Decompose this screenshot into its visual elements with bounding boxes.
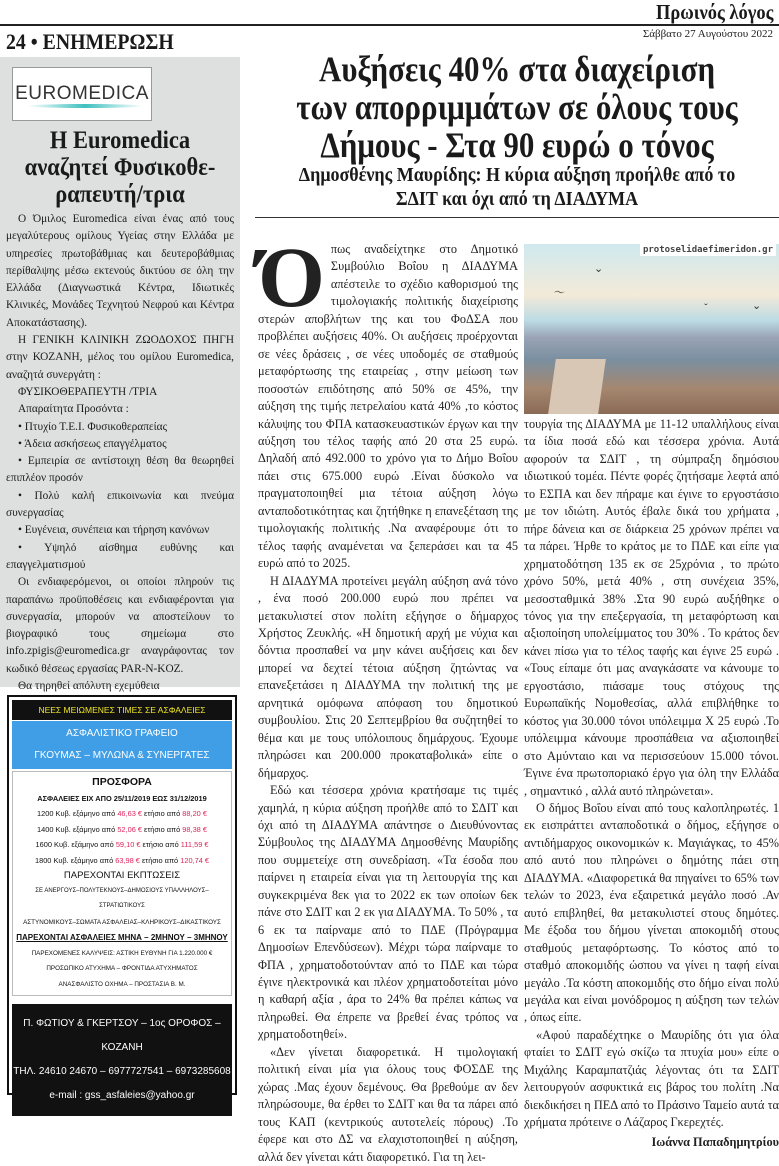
- bullet-item: • Πτυχίο Τ.Ε.Ι. Φυσικοθεραπείας: [18, 420, 168, 433]
- ad-offer-box: [12, 771, 232, 996]
- top-rule: [0, 24, 779, 26]
- insurance-ad: [7, 695, 237, 1101]
- price-row: [13, 822, 231, 838]
- euromedica-job-ad: [0, 57, 240, 693]
- price-half: 59,10 €: [115, 840, 141, 849]
- ad-period: ΑΣΦΑΛΕΙΕΣ ΕΙΧ ΑΠΟ 25/11/2019 ΕΩΣ 31/12/2019: [37, 793, 207, 803]
- price-label: ετήσιο από: [141, 855, 179, 865]
- ad-email: e-mail : gss_asfaleies@yahoo.gr: [49, 1090, 195, 1101]
- photo-watermark: protoselidaefimeridon.gr: [640, 244, 776, 256]
- divider: [255, 217, 779, 218]
- price-label: ετήσιο από: [144, 809, 181, 818]
- ad-office: ΑΣΦΑΛΙΣΤΙΚΟ ΓΡΑΦΕΙΟ: [66, 728, 178, 739]
- paragraph: Απαραίτητα Προσόντα :: [18, 403, 129, 416]
- newspaper-name: Πρωινός λόγος: [655, 0, 773, 24]
- ad-groups: ΣΕ ΑΝΕΡΓΟΥΣ–ΠΟΛΥΤΕΚΝΟΥΣ–ΔΗΜΟΣΙΟΥΣ ΥΠΑΛΛΗΛΟΥΣ–ΣΤΡΑΤΙΩΤΙΚΟΥΣ: [35, 887, 209, 909]
- paragraph: «Δεν γίνεται διαφορετικά. Η τιμολογιακή πολιτική είναι μία για όλους τους ΦΟΣΔΕ της χώρας .Μας έχουν δεμένους. Θα βρεθούμε αν δεν πληρώσουμε, θα έρθει το ΣΔΙΤ και θα τα πάρει από τους ΚΑΠ (κεντρικούς αυτοτελείς πόρους) .Το έφερε και στο ΔΣ να ελαχιστοποιηθεί η αύξηση, αλλά δεν γίνεται κάτι διαφορετικό. Για τη λει-: [258, 1044, 518, 1164]
- price-year: 111,59 €: [180, 840, 209, 849]
- ad-terms: ΠΑΡΕΧΟΝΤΑΙ ΑΣΦΑΛΕΙΕΣ ΜΗΝΑ – 2ΜΗΝΟΥ – 3ΜΗΝΟΥ: [16, 933, 228, 942]
- issue-date: Σάββατο 27 Αυγούστου 2022: [642, 28, 773, 40]
- bullet-item: • Ευγένεια, συνέπεια και τήρηση κανόνων: [18, 524, 210, 537]
- ad-offer: ΠΡΟΣΦΟΡΑ: [92, 776, 152, 788]
- sidebar-title: Η Euromedica αναζητεί Φυσικοθε-ραπευτή/τρια: [24, 127, 216, 208]
- paragraph: Η ΔΙΑΔΥΜΑ προτείνει μεγάλη αύξηση ανά τόνο , ένα ποσό 200.000 ευρώ που πρέπει να μετακυλιστεί στον πολίτη εξήγησε ο δήμαρχος Χρήστος Ζευκλής. «Η δημοτική αρχή με νύχια και δόντια προσπαθεί να μην κάνει αυξήσεις και δεν μπορεί να δεχτεί τέτοια αύξηση ζητώντας να επανεξετάσει η ΔΙΑΔΥΜΑ την πολιτική της με αρνητικά ομόφωνα απόφαση του δημοτικού συμβουλίου. Στις 20 Σεπτεμβρίου θα συζητηθεί το θέμα και με τους υπόλοιπους δημάρχους. Έχουμε πληρώσει και 200.000 προκαταβολικά» είπε ο δήμαρχος.: [258, 573, 518, 780]
- bird-icon: ⌄: [594, 263, 604, 275]
- ad-contact-box: [12, 1004, 232, 1116]
- paragraph: Θα τηρηθεί απόλυτη εχεμύθεια: [18, 680, 160, 693]
- dirt-road: [548, 359, 606, 414]
- paragraph: Η ΓΕΝΙΚΗ ΚΛΙΝΙΚΗ ΖΩΟΔΟΧΟΣ ΠΗΓΗ στην ΚΟΖΑΝΗ, μέλος του ομίλου Euromedica, αναζητά συνεργάτη :: [6, 334, 234, 381]
- bird-icon: ⌄: [752, 300, 762, 312]
- article-column-right: [524, 416, 779, 1151]
- price-half: 52,06 €: [117, 824, 142, 834]
- price-label: 1800 Κυβ. εξάμηνο από: [34, 855, 114, 865]
- bullet-item: • Άδεια ασκήσεως επαγγέλματος: [18, 437, 167, 450]
- paragraph: πως αναδείχτηκε στο Δημοτικό Συμβούλιο Βοΐου η ΔΙΑΔΥΜΑ απέστειλε το σχέδιο καθορισμού της τιμολογιακής πολιτικής διαχείρισης στερών αποβλήτων της και του ΦοΔΣΑ που προβλέπει αυξήσεις 40%. Οι αυξήσεις προέρχονται σε νέες δράσεις , σε νέες υποδομές σε σταθμούς μεταφόρτωσης της εταιρείας , στην μείωση των ποσοστών επιδότησης από 50% σε 45%, την αύξηση της τιμής πετρελαίου κατά 40% ,το κόστος κάλυψης του ΦΠΑ κατασκευαστικών έργων και την αύξηση του τέλος ταφής από 20 στα 25 ευρώ. Δηλαδή από 492.000 το χρόνο για το Δήμο Βοΐου πάει στις 675.000 ευρώ .Είναι δύσκολο να πραγματοποιηθεί μια τέτοια αύξηση λόγω ανταποδοτικότητας και ζητήθηκε η επανεξέταση της τιμολογιακής πολιτικής .Να αναφέρουμε ότι το τέλος ταφής αναμένεται να ξεπεράσει και τα 45 ευρώ από το 2025.: [258, 242, 518, 571]
- ad-groups: ΑΣΤΥΝΟΜΙΚΟΥΣ–ΣΩΜΑΤΑ ΑΣΦΑΛΕΙΑΣ–ΚΛΗΡΙΚΟΥΣ–ΔΙΚΑΣΤΙΚΟΥΣ: [23, 918, 221, 926]
- bullet-item: • Υψηλό αίσθημα ευθύνης και επαγγελματισμού: [6, 541, 234, 571]
- price-year: 88,20 €: [182, 809, 207, 818]
- bullet-item: • Πολύ καλή επικοινωνία και πνεύμα συνεργασίας: [6, 489, 234, 520]
- article-column-middle: [258, 229, 518, 1166]
- ad-names: ΓΚΟΥΜΑΣ – ΜΥΛΩΝΑ & ΣΥΝΕΡΓΑΤΕΣ: [34, 750, 210, 761]
- price-label: 1600 Κυβ. εξάμηνο από: [35, 840, 114, 849]
- price-year: 98,38 €: [182, 824, 207, 834]
- paragraph: Εδώ και τέσσερα χρόνια κρατήσαμε τις τιμές χαμηλά, η κύρια αύξηση προήλθε από το ΣΔΙΤ και όχι από τη ΔΙΑΔΥΜΑ απάντησε ο Διευθύνοντας Σύμβουλος της ΔΙΑΔΥΜΑ Δημοσθένης Μαυρίδης που συμμετείχε στη συνεδρίαση. «Τα έσοδα που παίρνει η εταιρεία είναι για τη λειτουργία της και συγκεκριμένα 8εκ για το 2022 εκ των οποίων 6εκ πάνε στο ΣΔΙΤ και 2 εκ για ΔΙΑΔΥΜΑ. Το 50% , τα 6 εκ τα παίρναμε από το ΠΔΕ (Πρόγραμμα Δημοσίων Επενδύσεων). Μέχρι τώρα παίρναμε το ΦΠΑ , χρηματοδοτούνταν από το ΠΔΕ και τώρα έγινε ηλεκτρονικά και πλέον χρηματοδοτείται μόνο η καθαρή αξία , άρα το 24% θα πρέπει κάπως να πληρωθεί. Θα έπρεπε να βρεθεί ένας τρόπος να χρηματοδοτηθεί».: [258, 783, 518, 1042]
- bullet-item: • Εμπειρία σε αντίστοιχη θέση θα θεωρηθεί επιπλέον προσόν: [6, 455, 234, 485]
- ad-address: Π. ΦΩΤΙΟΥ & ΓΚΕΡΤΣΟΥ – 1ος ΟΡΟΦΟΣ – ΚΟΖΑΝΗ: [23, 1018, 221, 1053]
- ad-cover: ΠΑΡΕΧΟΜΕΝΕΣ ΚΑΛΥΨΕΙΣ: ΑΣΤΙΚΗ ΕΥΘΥΝΗ ΓΙΑ 1.220.000 €: [31, 949, 213, 957]
- price-label: 1400 Κυβ. εξάμηνο από: [37, 824, 116, 834]
- ad-banner: ΝΕΕΣ ΜΕΙΩΜΕΝΕΣ ΤΙΜΕΣ ΣΕ ΑΣΦΑΛΕΙΕΣ: [12, 700, 232, 720]
- price-year: 120,74 €: [180, 855, 210, 865]
- euromedica-logo: EUROMEDICA: [12, 67, 152, 121]
- sidebar-body: [6, 211, 234, 695]
- price-label: 1200 Κυβ. εξάμηνο από: [37, 809, 116, 818]
- price-row: [13, 837, 231, 853]
- price-half: 46,63 €: [117, 809, 142, 818]
- ad-discounts: ΠΑΡΕΧΟΝΤΑΙ ΕΚΠΤΩΣΕΙΣ: [63, 870, 181, 881]
- paragraph: Ο Όμιλος Euromedica είναι ένας από τους μεγαλύτερους ομίλους Υγείας στην Ελλάδα με υπηρεσίες πρωτοβάθμιας και δευτεροβάθμιας περίθαλψης μέσω εκτενούς δικτύου σε όλη την Ελλάδα (Διαγνωστικά Κέντρα, Ιδιωτικές Κλινικές, Μονάδες Τεχνητού Νεφρού και Κέντρα Αποκατάστασης).: [6, 213, 234, 329]
- price-label: ετήσιο από: [142, 840, 179, 849]
- ad-cover: ΠΡΟΣΩΠΙΚΟ ΑΤΥΧΗΜΑ – ΦΡΟΝΤΙΔΑ ΑΤΥΧΗΜΑΤΟΣ: [46, 965, 198, 972]
- bird-icon: 〜: [554, 287, 565, 299]
- paragraph: τουργία της ΔΙΑΔΥΜΑ με 11-12 υπαλλήλους είναι τα ίδια ποσά εδώ και τέσσερα χρόνια. Αυτά αφορούν τα ΣΔΙΤ , τη σύμπραξη δημόσιου ιδιωτικού τομέα. Πέντε φορές ζητήσαμε λεφτά από το ΕΣΠΑ και δεν πήραμε και έγινε το εργοστάσιο με τον ιδιώτη. Αυτός έβαλε δικά του χρήματα , πήρε δάνεια και σε διάρκεια 25 χρόνων πρέπει να τα πάρει. Ήρθε το κράτος με το ΠΔΕ και είπε για χρηματοδότηση 135 εκ σε 25χρόνια , το πρώτο χρόνο 50%, μετά 40% , στη συνέχεια 35%, μεσοσταθμικά 38% .Στα 90 ευρώ αυξήθηκε ο τόνος για την επεξεργασία, τη μεταφόρτωση και αξιοποίηση υπολείμματος του 30% . Το κράτος δεν κάνει πίσω για το τέλος ταφής και έγινε 25 ευρώ . «Τους είπαμε ότι μας αναγκάσατε να κάνουμε το εργοστάσιο, πιάσαμε τους στόχους της Ευρωπαϊκής Νομοθεσίας, αλλά επιβλήθηκε το κόστος για 30.000 τόνοι υπόλειμμα Χ 25 ευρώ .Το υπόλειμμα κάνουμε προσπάθεια να αξιοποιηθεί στο Αμύνταιο και να περισσεύουν 15.000 τόνοι. Έγινε ένα πρωτοποριακό έργο για όλη την Ελλάδα , σημαντικό , αλλά αυτό πληρώνεται».: [524, 417, 779, 798]
- ad-cover: ΑΝΑΣΦΑΛΙΣΤΟ ΟΧΗΜΑ – ΠΡΟΣΤΑΣΙΑ Β. Μ.: [58, 980, 186, 988]
- price-row: [13, 853, 231, 869]
- bird-icon: ˇ: [704, 302, 708, 314]
- article-subheadline: Δημοσθένης Μαυρίδης: Η κύρια αύξηση προήλθε από το ΣΔΙΤ και όχι από τη ΔΙΑΔΥΜΑ: [298, 164, 736, 210]
- page-section-label: 24 • ΕΝΗΜΕΡΩΣΗ: [6, 29, 174, 54]
- paragraph: «Αφού παραδέχτηκε ο Μαυρίδης ότι για όλα φταίει το ΣΔΙΤ εγώ σκίζω τα πτυχία μου» είπε ο Μιχάλης Καραμπατζιάς λέγοντας ότι τα ΣΔΙΤ λειτουργούν ασφυκτικά εις βάρος του πολίτη .Να διεκδικήσει η ΠΕΔ από το Πράσινο Ταμείο αυτά τα χρήματα πρότεινε ο Λάζαρος Γκερεχτές.: [524, 1027, 779, 1130]
- landfill-photo: [524, 244, 779, 414]
- paragraph: ΦΥΣΙΚΟΘΕΡΑΠΕΥΤΗ /ΤΡΙΑ: [18, 385, 158, 398]
- price-half: 63,98 €: [115, 855, 140, 865]
- paragraph: Ο δήμος Βοΐου είναι από τους καλοπληρωτές. 1 εκ εισπράττει ανταποδοτικά ο δήμος, εξήγησε ο αντιδήμαρχος οικονομικών κ. Μαγιάγκας, το 45% από αυτό που πληρώνει ο δημότης πάει στη ΔΙΑΔΥΜΑ. «Διαφορετικά θα πηγαίνει το 65% των τελών το 2023, ένα εξαιρετικά μεγάλο ποσό .Αν αυτό επιβληθεί, θα μετακυλιστεί στους δημότες. Με έξοδα του δήμου γίνεται αποκομιδή στους σταθμούς μεταφόρτωσης. Το κόστος από το σταθμό αποκομιδής ώσπου να γίνει η ταφή είναι μεγάλο .Τα κόστη αποκομιδής στο δήμο είναι πολύ μεγάλα και είναι μονόδρομος η αύξηση των τελών , όπως είπε.: [524, 800, 779, 1025]
- article-author: Ιωάννα Παπαδημητρίου: [651, 1134, 779, 1149]
- drop-cap: Ό: [258, 229, 325, 325]
- article-headline: Αυξήσεις 40% στα διαχείριση των απορριμμάτων σε όλους τους Δήμους - Στα 90 ευρώ ο τόνος: [296, 49, 738, 165]
- ad-office-box: [12, 721, 232, 769]
- price-label: ετήσιο από: [144, 824, 181, 834]
- ad-phone: ΤΗΛ. 24610 24670 – 6977727541 – 6973285608: [13, 1066, 231, 1077]
- price-row: [13, 806, 231, 822]
- paragraph: Οι ενδιαφερόμενοι, οι οποίοι πληρούν τις παραπάνω προϋποθέσεις και ενδιαφέρονται για συνεργασία, μπορούν να αποστείλουν το βιογραφικό τους σημείωμα στο info.zpigis@euromedica.gr αναγράφοντας τον κωδικό θέσεως εργασίας PAR-N-KOZ.: [6, 576, 234, 675]
